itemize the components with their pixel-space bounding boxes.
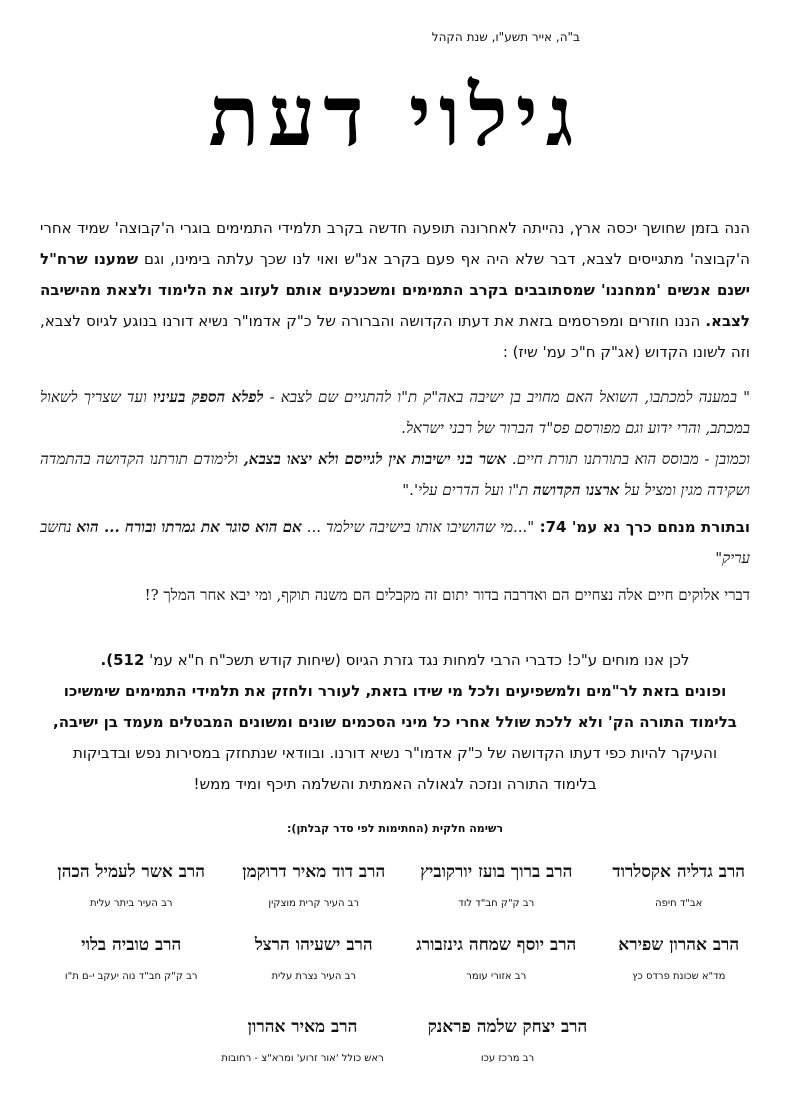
closing-line-4: והעיקר להיות כפי דעתו הקדושה של כ"ק אדמו"ר נשיא דורנו. ובוודאי שנתחזק במסירות נפש ובדביקות: [72, 744, 718, 762]
dateline: ב"ה, אייר תשע"ו, שנת הקהל: [431, 30, 580, 44]
closing-line-5: בלימוד התורה ונזכה לגאולה האמתית והשלמה תיכף ומיד ממש!: [193, 775, 597, 793]
closing-section: [40, 645, 750, 800]
intro-text: הנה בזמן שחושך יכסה ארץ, נהייתה לאחרונה תופעה חדשה בקרב תלמידי התמימים בוגרי ה'קבוצה' שמיד אחרי ה'קבוצה' מתגייסים לצבא, דבר שלא היה אף פעם בקרב אנ"ש ואוי לנו שכך עלתה בימינו, וגם: [40, 219, 750, 268]
quote-text: ולימודם תורתנו הקדושה בהתמדה ושקידה מגין ומציל על: [40, 450, 750, 499]
signatories-last-row: [200, 1015, 610, 1064]
signatory-role: אב"ד חיפה: [655, 898, 703, 909]
quote-paragraph-1: [40, 382, 750, 444]
signatory: [40, 860, 223, 909]
signatory-name: הרב אהרון שפירא: [618, 935, 740, 955]
intro-paragraph: [40, 213, 750, 368]
closing-line-3: בלימוד התורה הק' ולא ללכת שולל אחרי כל מיני הסכמים שונים ומשונים המבטלים מעמד בן ישיבה,: [53, 713, 737, 731]
conclusion-paragraph: דברי אלוקים חיים אלה נצחיים הם ואדרבה בדור יתום זה מקבלים הם משנה תוקף, ומי יבא אחר המלך ?!: [144, 586, 750, 604]
signatory-name: הרב ישעיהו הרצל: [254, 935, 373, 955]
quote-bold-text: ארצנו הקדושה: [533, 481, 620, 499]
reference-quote-bold: אם הוא סוגר את גמרתו ובורח ... הוא: [76, 518, 302, 536]
signatory-role: רב מרכז עכו: [480, 1053, 535, 1064]
signatory-role: רב אזורי עומר: [466, 971, 527, 982]
quote-bold-text: אשר בני ישיבות אין לגייסם ולא יצאו בצבא,: [243, 450, 507, 468]
signatory: [405, 1015, 610, 1064]
signatory-name: הרב טוביה בלוי: [81, 935, 182, 955]
signatory: [405, 860, 588, 909]
reference-quote: נחשב עריק": [40, 518, 750, 567]
signatory-name: הרב מאיר אהרון: [247, 1017, 358, 1037]
signatory: [588, 933, 771, 982]
signatory: [588, 860, 771, 909]
signatories-grid: [40, 860, 770, 982]
body-text: [40, 213, 750, 611]
quote-bold-text: לפלא הספק בעיניו: [152, 388, 264, 406]
signatory-name: הרב גדליה אקסלרוד: [612, 862, 746, 882]
closing-line-2: ופונים בזאת לר"מים ולמשפיעים ולכל מי שידו בזאת, לעורר ולחזק את תלמידי התמימים שימשיכו: [63, 682, 727, 700]
reference-quote: "...מי שהושיבו אותו בישיבה שילמד ...: [301, 518, 535, 536]
signatory-name: הרב יוסף שמחה גינזבורג: [416, 935, 577, 955]
reference-paragraph: [40, 512, 750, 574]
signatory-role: רב העיר ביתר עלית: [89, 898, 173, 909]
quote-text: וכמובן - מבוסס הוא בתורתנו תורת חיים.: [506, 450, 750, 468]
closing-text: לכן אנו מוחים ע"כ! כדברי הרבי למחות נגד גזרת הגיוס (שיחות קודש תשכ"ח ח"א עמ': [144, 651, 690, 669]
signatory: [405, 933, 588, 982]
quote-text: ת"ו ועל הדרים עלי'.": [402, 481, 534, 499]
quote-text: " במענה למכתבו, השואל האם מחויב בן ישיבה באה"ק ת"ו להתגיים שם לצבא -: [263, 388, 750, 406]
signatory-role: רב ק"ק חב"ד לוד: [458, 898, 535, 909]
signatory-role: רב העיר נצרת עלית: [271, 971, 357, 982]
signatory: [223, 933, 406, 982]
signatories-header: רשימה חלקית (החתימות לפי סדר קבלתן):: [287, 822, 503, 835]
intro-text-continued: הננו חוזרים ומפרסמים בזאת את דעתו הקדושה והברורה של כ"ק אדמו"ר נשיא דורנו בנוגע לגיוס לצבא, וזה לשונו הקדוש (אג"ק ח"כ עמ' שיז) :: [40, 312, 750, 361]
closing-line-1: [40, 645, 750, 676]
page-title: גילוי דעת: [208, 66, 582, 165]
signatory-name: הרב דוד מאיר דרוקמן: [242, 862, 386, 882]
signatory: [223, 860, 406, 909]
signatory-name: הרב יצחק שלמה פראנק: [427, 1017, 588, 1037]
signatory-name: הרב אשר לעמיל הכהן: [57, 862, 206, 882]
intro-bold-text: שמענו שרח"ל ישנם אנשים 'ממחננו' שמסתובבים בקרב התמימים ומשכנעים אותם לעזוב את הלימוד ולצאת מהישיבה לצבא.: [40, 250, 750, 330]
signatory-role: מד"א שכונת פרדס כץ: [632, 971, 726, 982]
closing-bold-text: 512).: [100, 651, 145, 669]
signatory-role: רב העיר קרית מוצקין: [268, 898, 360, 909]
reference-source: ובתורת מנחם כרך נא עמ' 74:: [534, 518, 750, 536]
signatory-role: רב ק"ק חב"ד נוה יעקב י-ם ת"ו: [64, 971, 198, 982]
signatory: [200, 1015, 405, 1064]
signatory: [40, 933, 223, 982]
quote-paragraph-2: [40, 444, 750, 506]
signatory-role: ראש כולל 'אור זרוע' ומרא"צ - רחובות: [221, 1053, 384, 1064]
signatory-name: הרב ברוך בועז יורקוביץ: [420, 862, 573, 882]
quote-text: ועד שצריך לשאול במכתב, והרי ידוע וגם מפורסם פס"ד הברור של רבני ישראל.: [40, 388, 750, 437]
